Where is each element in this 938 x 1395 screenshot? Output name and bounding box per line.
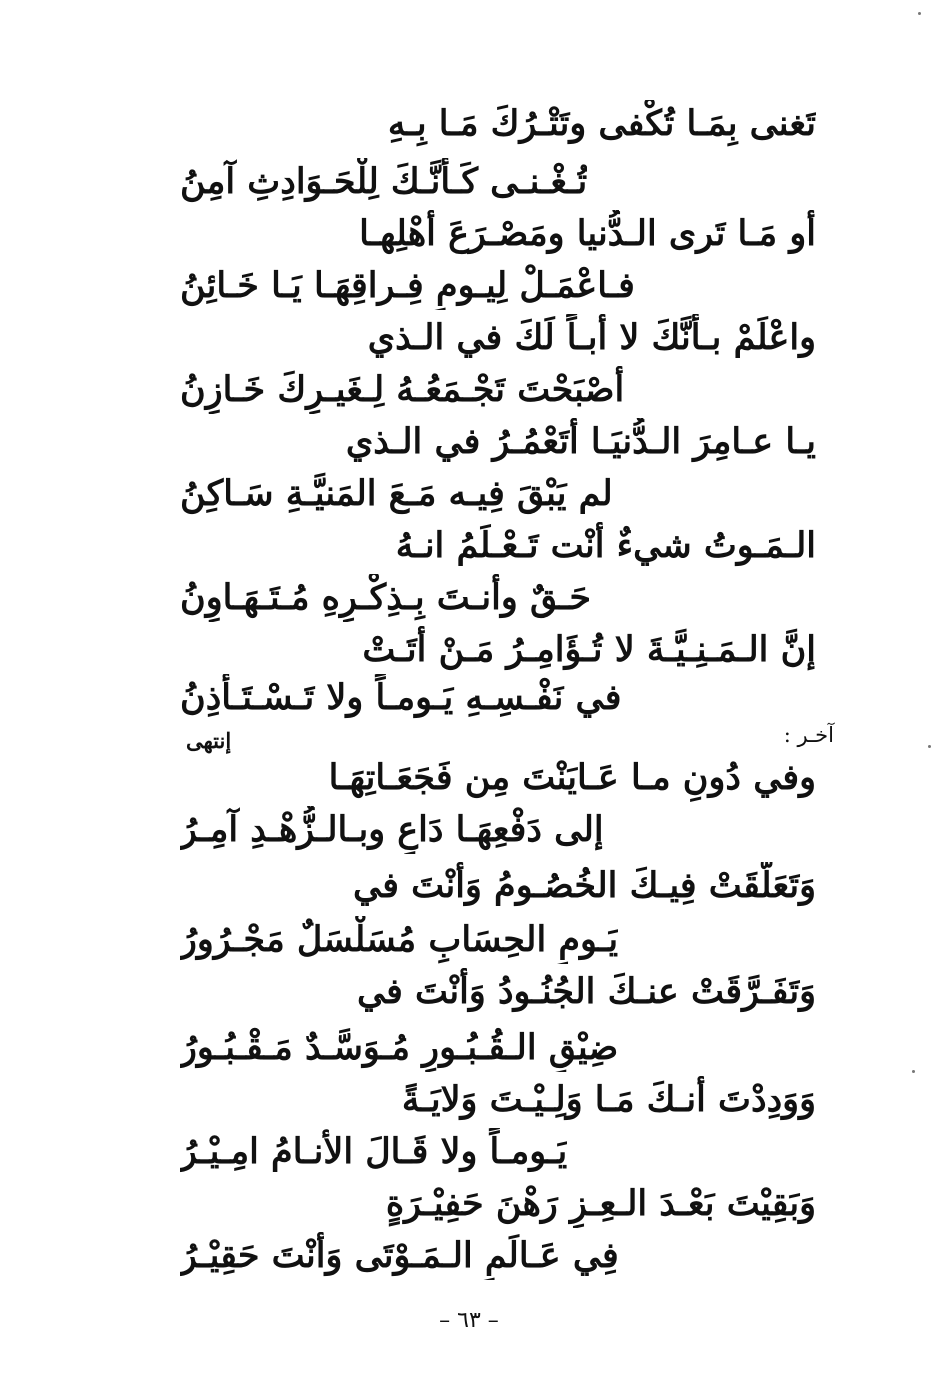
page-number: – ٦٣ – xyxy=(439,1308,499,1333)
verse-line: إنَّ الـمَـنِـيَّـةَ لا تُـؤَامِـرُ مَـنْ أتَـتْ xyxy=(362,629,816,670)
verse-line: في نَفْـسِـهِ يَـومـاً ولا تَـسْـتَـأذِنُ xyxy=(180,677,622,718)
verse-line: وفي دُونِ مـا عَـايَنْتَ مِن فَجَعَـاتِهَـا xyxy=(328,757,816,798)
verse-line: يـا عـامِرَ الـدُّنيَـا أتَعْمُـرُ في الـذي xyxy=(345,421,816,462)
verse-line: واعْلَمْ بـأنَّكَ لا أَبـاً لَكَ في الـذي xyxy=(367,317,816,358)
verse-line: يَـومـاً ولا قَـالَ الأنـامُ امِـيْـرُ xyxy=(180,1131,568,1172)
verse-line: وَتَعَلَّقَتْ فِيـكَ الخُصُـومُ وَأنْتَ في xyxy=(353,865,816,906)
verse-line: حَـقٌ وأنـتَ بِـذِكْـرِهِ مُـتَـهَـاوِنُ xyxy=(180,577,592,618)
verse-line: يَـومِ الحِسَابِ مُسَلْسَلٌ مَجْـرُورُ xyxy=(180,919,619,960)
verse-line: وَتَفَـرَّقَتْ عنـكَ الجُنُـودُ وَأنْتَ في xyxy=(356,971,816,1012)
verse-line: ضِيْقِ الـقُـبُـورِ مُـوَسَّـدٌ مَـقْـبُـورُ xyxy=(180,1027,619,1068)
verse-line: تُـغْـنـى كَـأنَّـكَ لِلْحَـوَادِثِ آمِنُ xyxy=(180,161,588,202)
scan-speck xyxy=(928,745,931,748)
verse-line: أصْبَحْتَ تَجْـمَعُـهُ لِـغَيـرِكَ خَـازِنُ xyxy=(180,369,625,410)
verse-line: لم يَبْقَ فِيـه مَـعَ المَنيَّـةِ سَـاكِنُ xyxy=(180,473,613,514)
verse-line: وَبَقِيْتَ بَعْـدَ الـعِـزِ رَهْنَ حَفِيْـرَةٍ xyxy=(385,1183,816,1224)
section-label-other: آخـر : xyxy=(783,723,834,747)
verse-line: أو مَـا تَرى الـدُّنيا ومَصْـرَعَ أهْلِهـا xyxy=(359,213,816,254)
verse-line: تَغنى بِمَـا تُكْفى وتَتْـرُكَ مَـا بِـهِ xyxy=(387,103,816,144)
verse-line: فِي عَـالَمِ الـمَـوْتَى وَأنْتَ حَقِيْـرُ xyxy=(180,1235,619,1276)
verse-line: فـاعْمَـلْ لِيـومِ فِـراقِهَـا يَـا خَـائِنُ xyxy=(180,265,635,306)
section-label-end: إنتهى xyxy=(186,728,232,753)
scan-speck xyxy=(912,1070,915,1073)
verse-line: وَوَدِدْتَ أنـكَ مَـا وَلِـيْـتَ وَلايَـةً xyxy=(401,1079,816,1120)
verse-line: الـمَـوتُ شيءٌ أنْت تَـعْـلَمُ انـهُ xyxy=(395,525,816,566)
scan-speck xyxy=(918,12,921,15)
verse-line: إلى دَفْعِهَـا دَاعٍ وبـالـزُّهْـدِ آمِـرُ xyxy=(180,809,604,850)
